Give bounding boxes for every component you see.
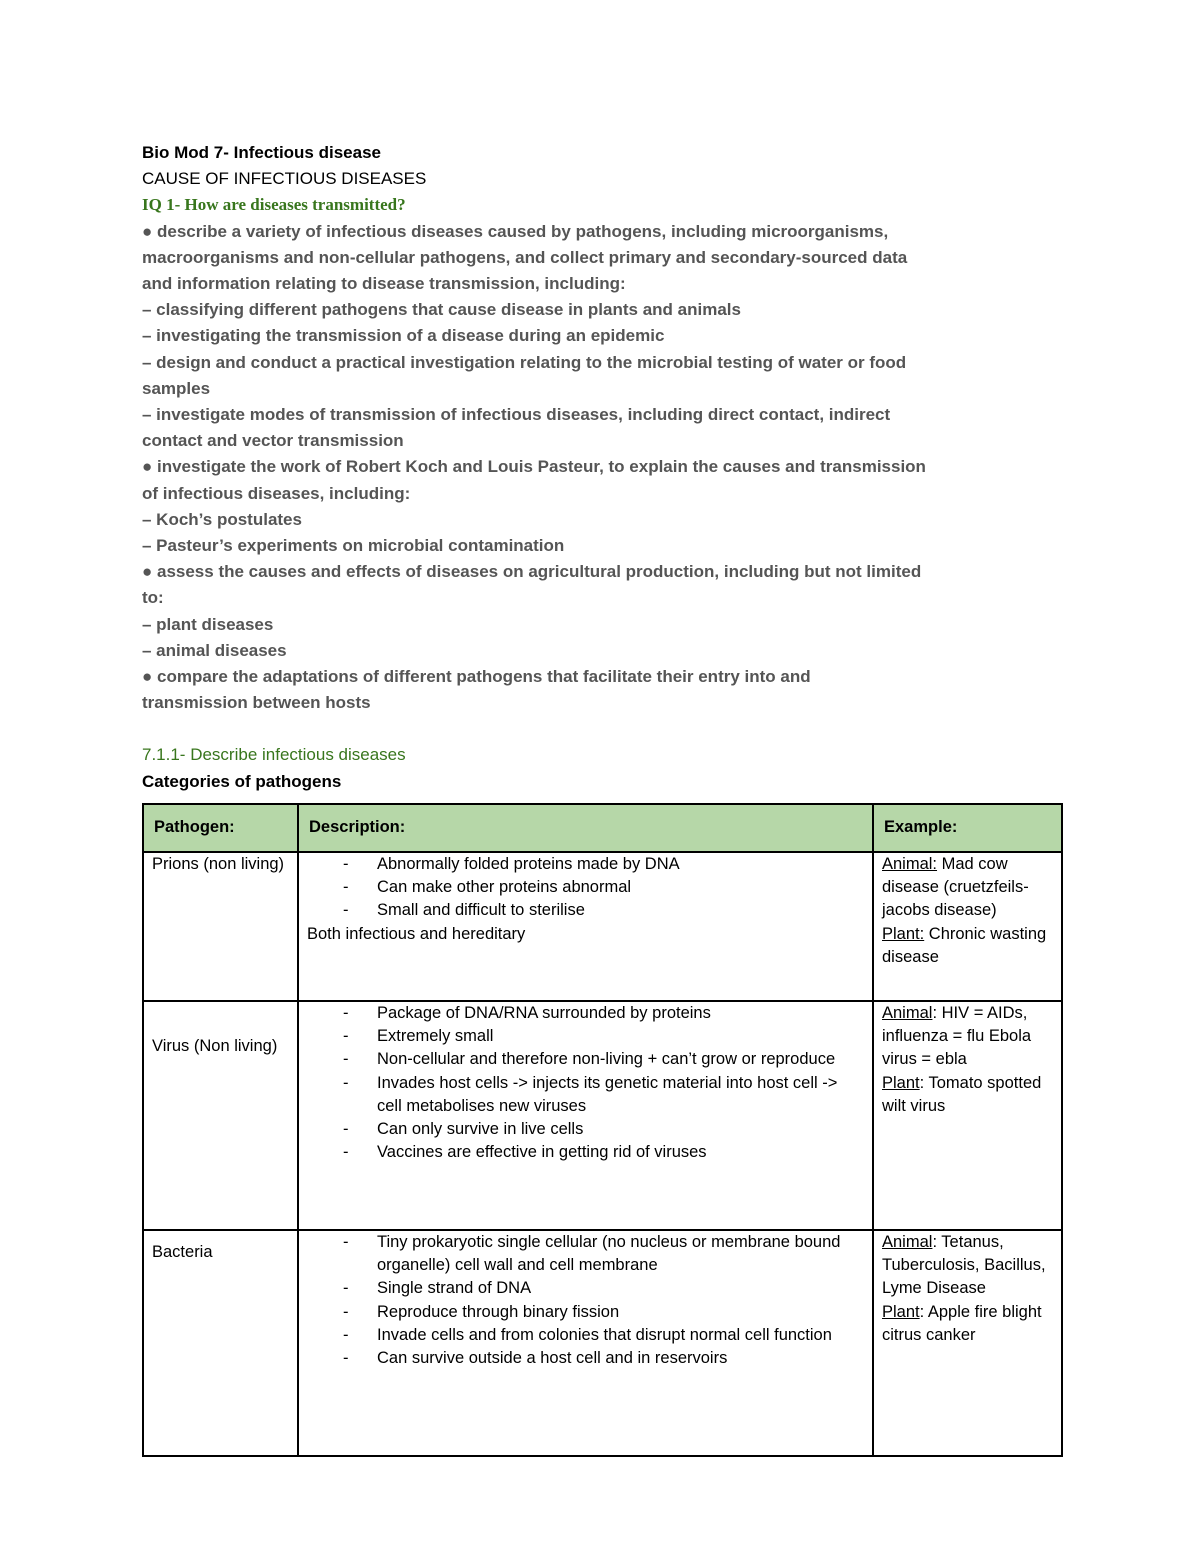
animal-example: Mad cow disease (cruetzfeils- jacobs disease) (882, 855, 1029, 920)
syllabus-line: – Koch’s postulates (142, 509, 302, 529)
document-body (142, 140, 1062, 795)
syllabus-line: contact and vector transmission (142, 431, 404, 451)
syllabus-line: – design and conduct a practical investigation relating to the microbial testing of water or food (142, 352, 907, 372)
pathogen-description (298, 852, 873, 1001)
description-item: - Extremely small (343, 1027, 494, 1046)
plant-example: : Apple fire blight citrus canker (882, 1302, 1042, 1344)
syllabus-line: macroorganisms and non-cellular pathogens, and collect primary and secondary-sourced data (142, 247, 908, 267)
description-item: - Vaccines are effective in getting rid of viruses (343, 1143, 707, 1162)
animal-example: : Tetanus, Tuberculosis, Bacillus, Lyme Disease (882, 1233, 1046, 1298)
syllabus-line: ● compare the adaptations of different pathogens that facilitate their entry into and (142, 667, 811, 687)
inquiry-question: IQ 1- How are diseases transmitted? (142, 195, 406, 215)
plant-label: Plant: (882, 924, 925, 943)
description-item: - Single strand of DNA (343, 1279, 532, 1298)
plant-example: : Tomato spotted wilt virus (882, 1073, 1042, 1115)
pathogen-example (873, 1230, 1062, 1456)
description-note: Both infectious and hereditary (307, 924, 526, 943)
syllabus-line: – investigate modes of transmission of infectious diseases, including direct contact, indirect (142, 405, 891, 425)
pathogen-name: Virus (Non living) (143, 1001, 298, 1230)
table-row (143, 852, 1062, 1001)
syllabus-line: – classifying different pathogens that cause disease in plants and animals (142, 300, 741, 320)
pathogen-description (298, 1230, 873, 1456)
animal-label: Animal: (882, 855, 938, 873)
description-item: - Can only survive in live cells (343, 1120, 584, 1139)
description-item: - Abnormally folded proteins made by DNA (343, 855, 680, 873)
subheading: 7.1.1- Describe infectious diseases (142, 745, 406, 765)
description-item: - Small and difficult to sterilise (343, 901, 585, 920)
pathogen-name: Bacteria (143, 1230, 298, 1456)
description-item: - Can survive outside a host cell and in reservoirs (343, 1349, 728, 1368)
table-header-row (143, 804, 1062, 852)
pathogen-example (873, 1001, 1062, 1230)
animal-label: Animal (882, 1004, 933, 1022)
header-pathogen: Pathogen: (143, 804, 298, 852)
syllabus-line: of infectious diseases, including: (142, 483, 411, 503)
pathogen-name: Prions (non living) (143, 852, 298, 1001)
syllabus-line: ● assess the causes and effects of diseases on agricultural production, including but not limited (142, 562, 922, 582)
header-example: Example: (873, 804, 1062, 852)
syllabus-points (142, 219, 1062, 717)
syllabus-line: ● describe a variety of infectious diseases caused by pathogens, including microorganisms, (142, 221, 889, 241)
document-title: Bio Mod 7- Infectious disease (142, 143, 381, 162)
table-row (143, 1230, 1062, 1456)
description-item: - Non-cellular and therefore non-living + can’t grow or reproduce (343, 1050, 836, 1069)
syllabus-line: samples (142, 378, 211, 398)
description-item: - Reproduce through binary fission (343, 1302, 620, 1321)
description-item: - Invades host cells -> injects its genetic material into host cell -> cell metabolises new viruses (343, 1073, 838, 1115)
blank-line (142, 716, 1062, 742)
pathogen-example (873, 852, 1062, 1001)
table-row (143, 1001, 1062, 1230)
description-item: - Invade cells and from colonies that disrupt normal cell function (343, 1325, 832, 1344)
description-item: - Package of DNA/RNA surrounded by proteins (343, 1004, 711, 1022)
categories-title: Categories of pathogens (142, 771, 342, 791)
section-heading: CAUSE OF INFECTIOUS DISEASES (142, 169, 427, 189)
header-description: Description: (298, 804, 873, 852)
plant-example: Chronic wasting disease (882, 924, 1047, 966)
syllabus-line: and information relating to disease transmission, including: (142, 274, 626, 294)
description-item: - Tiny prokaryotic single cellular (no nucleus or membrane bound organelle) cell wall and cell membrane (343, 1233, 841, 1275)
plant-label: Plant (882, 1302, 920, 1321)
syllabus-line: – plant diseases (142, 614, 274, 634)
syllabus-line: – animal diseases (142, 640, 287, 660)
pathogen-table (142, 803, 1063, 1457)
animal-label: Animal (882, 1233, 933, 1251)
description-item: - Can make other proteins abnormal (343, 878, 632, 897)
syllabus-line: transmission between hosts (142, 693, 371, 713)
plant-label: Plant (882, 1073, 920, 1092)
syllabus-line: – investigating the transmission of a disease during an epidemic (142, 326, 665, 346)
syllabus-line: ● investigate the work of Robert Koch and Louis Pasteur, to explain the causes and transmission (142, 457, 926, 477)
syllabus-line: – Pasteur’s experiments on microbial contamination (142, 536, 565, 556)
syllabus-line: to: (142, 588, 164, 608)
pathogen-description (298, 1001, 873, 1230)
animal-example: : HIV = AIDs, influenza = flu Ebola virus = ebla (882, 1004, 1032, 1069)
